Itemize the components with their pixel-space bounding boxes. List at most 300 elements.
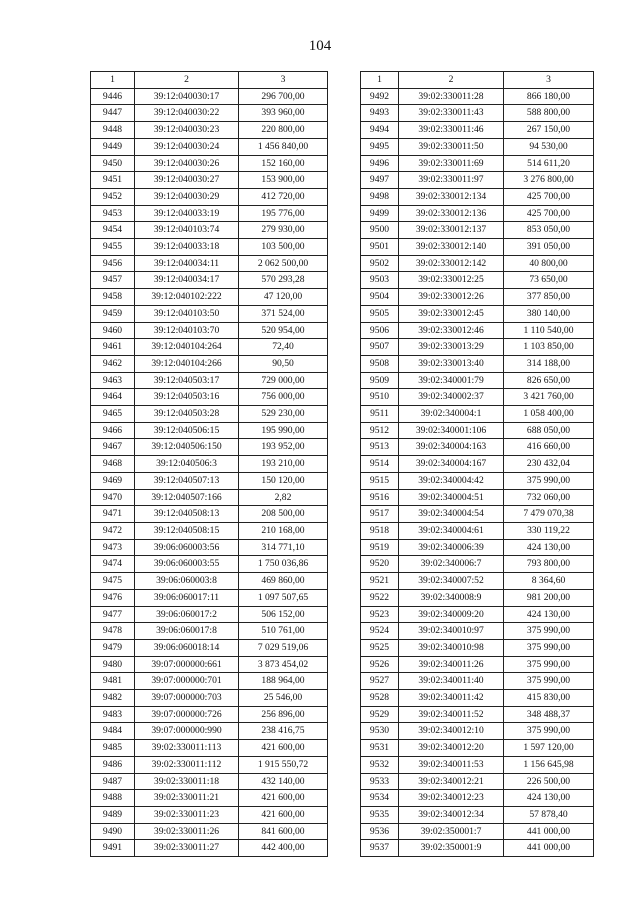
cadastral-number-cell: 39:02:340011:42	[399, 690, 504, 707]
table-row	[91, 339, 328, 356]
value-cell: 195 990,00	[239, 422, 328, 439]
cadastral-number-cell: 39:12:040030:26	[135, 155, 239, 172]
value-cell: 375 990,00	[504, 639, 594, 656]
value-cell: 416 660,00	[504, 439, 594, 456]
table-row	[91, 138, 328, 155]
cadastral-number-cell: 39:12:040507:166	[135, 489, 239, 506]
row-number-cell: 9518	[361, 522, 399, 539]
cadastral-number-cell: 39:02:340006:39	[399, 539, 504, 556]
row-number-cell: 9473	[91, 539, 135, 556]
table-row	[91, 272, 328, 289]
cadastral-number-cell: 39:02:340002:37	[399, 389, 504, 406]
value-cell: 421 600,00	[239, 740, 328, 757]
table-row	[361, 456, 594, 473]
cadastral-number-cell: 39:12:040104:266	[135, 355, 239, 372]
row-number-cell: 9532	[361, 756, 399, 773]
table-row	[361, 205, 594, 222]
row-number-cell: 9461	[91, 339, 135, 356]
table-row	[361, 606, 594, 623]
value-cell: 3 276 800,00	[504, 172, 594, 189]
row-number-cell: 9511	[361, 406, 399, 423]
value-cell: 348 488,37	[504, 706, 594, 723]
row-number-cell: 9482	[91, 690, 135, 707]
value-cell: 1 597 120,00	[504, 740, 594, 757]
cadastral-number-cell: 39:12:040503:16	[135, 389, 239, 406]
table-row	[91, 690, 328, 707]
table-row	[361, 840, 594, 857]
cadastral-number-cell: 39:02:330011:26	[135, 823, 239, 840]
cadastral-number-cell: 39:02:330011:69	[399, 155, 504, 172]
value-cell: 371 524,00	[239, 305, 328, 322]
table-row	[91, 289, 328, 306]
cadastral-number-cell: 39:12:040104:264	[135, 339, 239, 356]
table-row	[361, 589, 594, 606]
cadastral-number-cell: 39:02:340011:53	[399, 756, 504, 773]
value-cell: 238 416,75	[239, 723, 328, 740]
table-row	[361, 639, 594, 656]
row-number-cell: 9452	[91, 188, 135, 205]
cadastral-number-cell: 39:02:340009:20	[399, 606, 504, 623]
value-cell: 424 130,00	[504, 539, 594, 556]
cadastral-number-cell: 39:02:350001:7	[399, 823, 504, 840]
value-cell: 375 990,00	[504, 673, 594, 690]
cadastral-number-cell: 39:02:330011:50	[399, 138, 504, 155]
row-number-cell: 9451	[91, 172, 135, 189]
row-number-cell: 9475	[91, 573, 135, 590]
value-cell: 415 830,00	[504, 690, 594, 707]
row-number-cell: 9525	[361, 639, 399, 656]
cadastral-number-cell: 39:02:330012:46	[399, 322, 504, 339]
table-row	[361, 706, 594, 723]
cadastral-number-cell: 39:07:000000:726	[135, 706, 239, 723]
table-row	[361, 155, 594, 172]
table-row	[361, 522, 594, 539]
table-row	[361, 472, 594, 489]
cadastral-number-cell: 39:02:340004:42	[399, 472, 504, 489]
value-cell: 72,40	[239, 339, 328, 356]
cadastral-number-cell: 39:02:340008:9	[399, 589, 504, 606]
cadastral-number-cell: 39:02:330013:40	[399, 355, 504, 372]
row-number-cell: 9479	[91, 639, 135, 656]
table-row	[91, 506, 328, 523]
value-cell: 688 050,00	[504, 422, 594, 439]
table-row	[91, 122, 328, 139]
value-cell: 841 600,00	[239, 823, 328, 840]
row-number-cell: 9498	[361, 188, 399, 205]
value-cell: 375 990,00	[504, 472, 594, 489]
cadastral-number-cell: 39:06:060018:14	[135, 639, 239, 656]
row-number-cell: 9513	[361, 439, 399, 456]
cadastral-number-cell: 39:12:040033:19	[135, 205, 239, 222]
table-row	[91, 172, 328, 189]
table-header-row	[91, 72, 328, 89]
table-row	[361, 506, 594, 523]
table-row	[91, 740, 328, 757]
value-cell: 588 800,00	[504, 105, 594, 122]
row-number-cell: 9520	[361, 556, 399, 573]
row-number-cell: 9531	[361, 740, 399, 757]
row-number-cell: 9510	[361, 389, 399, 406]
row-number-cell: 9523	[361, 606, 399, 623]
row-number-cell: 9488	[91, 790, 135, 807]
row-number-cell: 9514	[361, 456, 399, 473]
table-row	[91, 155, 328, 172]
table-row	[361, 88, 594, 105]
row-number-cell: 9505	[361, 305, 399, 322]
value-cell: 421 600,00	[239, 806, 328, 823]
cadastral-number-cell: 39:12:040506:3	[135, 456, 239, 473]
row-number-cell: 9453	[91, 205, 135, 222]
table-row	[91, 188, 328, 205]
cadastral-number-cell: 39:12:040034:17	[135, 272, 239, 289]
row-number-cell: 9530	[361, 723, 399, 740]
row-number-cell: 9469	[91, 472, 135, 489]
cadastral-number-cell: 39:07:000000:661	[135, 656, 239, 673]
row-number-cell: 9454	[91, 222, 135, 239]
table-row	[361, 790, 594, 807]
value-cell: 7 029 519,06	[239, 639, 328, 656]
row-number-cell: 9485	[91, 740, 135, 757]
cadastral-number-cell: 39:12:040508:13	[135, 506, 239, 523]
value-cell: 1 456 840,00	[239, 138, 328, 155]
table-row	[91, 205, 328, 222]
cadastral-number-cell: 39:02:330011:23	[135, 806, 239, 823]
cadastral-number-cell: 39:12:040033:18	[135, 239, 239, 256]
table-row	[361, 389, 594, 406]
column-header: 2	[135, 72, 239, 89]
row-number-cell: 9528	[361, 690, 399, 707]
value-cell: 529 230,00	[239, 406, 328, 423]
row-number-cell: 9536	[361, 823, 399, 840]
table-row	[91, 623, 328, 640]
row-number-cell: 9449	[91, 138, 135, 155]
row-number-cell: 9527	[361, 673, 399, 690]
cadastral-number-cell: 39:02:340012:20	[399, 740, 504, 757]
value-cell: 73 650,00	[504, 272, 594, 289]
table-row	[91, 673, 328, 690]
cadastral-number-cell: 39:02:340004:1	[399, 406, 504, 423]
value-cell: 188 964,00	[239, 673, 328, 690]
table-row	[91, 773, 328, 790]
value-cell: 1 103 850,00	[504, 339, 594, 356]
row-number-cell: 9477	[91, 606, 135, 623]
table-row	[361, 573, 594, 590]
register-table-right	[360, 71, 594, 857]
row-number-cell: 9456	[91, 255, 135, 272]
cadastral-number-cell: 39:02:330012:137	[399, 222, 504, 239]
table-row	[91, 406, 328, 423]
table-header-row	[361, 72, 594, 89]
table-row	[361, 339, 594, 356]
cadastral-number-cell: 39:02:330012:26	[399, 289, 504, 306]
row-number-cell: 9492	[361, 88, 399, 105]
value-cell: 195 776,00	[239, 205, 328, 222]
row-number-cell: 9512	[361, 422, 399, 439]
row-number-cell: 9515	[361, 472, 399, 489]
cadastral-number-cell: 39:12:040030:17	[135, 88, 239, 105]
row-number-cell: 9504	[361, 289, 399, 306]
table-row	[91, 105, 328, 122]
row-number-cell: 9467	[91, 439, 135, 456]
row-number-cell: 9478	[91, 623, 135, 640]
row-number-cell: 9507	[361, 339, 399, 356]
table-row	[91, 355, 328, 372]
cadastral-number-cell: 39:02:340011:26	[399, 656, 504, 673]
value-cell: 314 771,10	[239, 539, 328, 556]
value-cell: 853 050,00	[504, 222, 594, 239]
cadastral-number-cell: 39:12:040030:27	[135, 172, 239, 189]
value-cell: 432 140,00	[239, 773, 328, 790]
cadastral-number-cell: 39:12:040030:29	[135, 188, 239, 205]
row-number-cell: 9460	[91, 322, 135, 339]
register-table-left	[90, 71, 328, 857]
column-header: 2	[399, 72, 504, 89]
cadastral-number-cell: 39:02:330011:46	[399, 122, 504, 139]
row-number-cell: 9503	[361, 272, 399, 289]
value-cell: 1 058 400,00	[504, 406, 594, 423]
cadastral-number-cell: 39:02:330012:136	[399, 205, 504, 222]
value-cell: 193 952,00	[239, 439, 328, 456]
row-number-cell: 9447	[91, 105, 135, 122]
value-cell: 793 800,00	[504, 556, 594, 573]
value-cell: 506 152,00	[239, 606, 328, 623]
cadastral-number-cell: 39:12:040507:13	[135, 472, 239, 489]
row-number-cell: 9524	[361, 623, 399, 640]
cadastral-number-cell: 39:06:060003:55	[135, 556, 239, 573]
cadastral-number-cell: 39:07:000000:701	[135, 673, 239, 690]
value-cell: 153 900,00	[239, 172, 328, 189]
row-number-cell: 9465	[91, 406, 135, 423]
value-cell: 94 530,00	[504, 138, 594, 155]
value-cell: 380 140,00	[504, 305, 594, 322]
row-number-cell: 9522	[361, 589, 399, 606]
table-row	[91, 439, 328, 456]
row-number-cell: 9529	[361, 706, 399, 723]
row-number-cell: 9517	[361, 506, 399, 523]
value-cell: 267 150,00	[504, 122, 594, 139]
value-cell: 441 000,00	[504, 823, 594, 840]
value-cell: 981 200,00	[504, 589, 594, 606]
value-cell: 412 720,00	[239, 188, 328, 205]
value-cell: 756 000,00	[239, 389, 328, 406]
row-number-cell: 9472	[91, 522, 135, 539]
cadastral-number-cell: 39:12:040034:11	[135, 255, 239, 272]
cadastral-number-cell: 39:02:330011:43	[399, 105, 504, 122]
cadastral-number-cell: 39:02:330011:21	[135, 790, 239, 807]
table-row	[361, 289, 594, 306]
cadastral-number-cell: 39:02:330011:18	[135, 773, 239, 790]
value-cell: 296 700,00	[239, 88, 328, 105]
table-row	[91, 255, 328, 272]
row-number-cell: 9519	[361, 539, 399, 556]
cadastral-number-cell: 39:07:000000:703	[135, 690, 239, 707]
cadastral-number-cell: 39:02:340004:51	[399, 489, 504, 506]
table-row	[91, 756, 328, 773]
cadastral-number-cell: 39:02:340012:10	[399, 723, 504, 740]
table-row	[91, 639, 328, 656]
table-row	[361, 239, 594, 256]
column-header: 3	[239, 72, 328, 89]
value-cell: 226 500,00	[504, 773, 594, 790]
cadastral-number-cell: 39:06:060017:8	[135, 623, 239, 640]
table-row	[91, 573, 328, 590]
row-number-cell: 9502	[361, 255, 399, 272]
cadastral-number-cell: 39:02:330013:29	[399, 339, 504, 356]
row-number-cell: 9466	[91, 422, 135, 439]
value-cell: 40 800,00	[504, 255, 594, 272]
cadastral-number-cell: 39:06:060003:8	[135, 573, 239, 590]
cadastral-number-cell: 39:02:340006:7	[399, 556, 504, 573]
row-number-cell: 9493	[361, 105, 399, 122]
value-cell: 152 160,00	[239, 155, 328, 172]
row-number-cell: 9495	[361, 138, 399, 155]
value-cell: 393 960,00	[239, 105, 328, 122]
row-number-cell: 9448	[91, 122, 135, 139]
row-number-cell: 9446	[91, 88, 135, 105]
row-number-cell: 9457	[91, 272, 135, 289]
table-row	[91, 656, 328, 673]
row-number-cell: 9463	[91, 372, 135, 389]
value-cell: 330 119,22	[504, 522, 594, 539]
cadastral-number-cell: 39:02:330012:142	[399, 255, 504, 272]
cadastral-number-cell: 39:12:040503:17	[135, 372, 239, 389]
table-row	[361, 623, 594, 640]
table-row	[91, 322, 328, 339]
value-cell: 729 000,00	[239, 372, 328, 389]
table-row	[91, 239, 328, 256]
table-row	[361, 305, 594, 322]
table-row	[361, 806, 594, 823]
cadastral-number-cell: 39:02:330011:27	[135, 840, 239, 857]
row-number-cell: 9521	[361, 573, 399, 590]
table-row	[361, 222, 594, 239]
table-row	[361, 172, 594, 189]
cadastral-number-cell: 39:02:330011:112	[135, 756, 239, 773]
row-number-cell: 9489	[91, 806, 135, 823]
row-number-cell: 9450	[91, 155, 135, 172]
row-number-cell: 9468	[91, 456, 135, 473]
cadastral-number-cell: 39:02:330011:113	[135, 740, 239, 757]
value-cell: 57 878,40	[504, 806, 594, 823]
cadastral-number-cell: 39:12:040030:22	[135, 105, 239, 122]
table-row	[361, 272, 594, 289]
cadastral-number-cell: 39:06:060003:56	[135, 539, 239, 556]
cadastral-number-cell: 39:02:340004:163	[399, 439, 504, 456]
row-number-cell: 9535	[361, 806, 399, 823]
cadastral-number-cell: 39:12:040506:150	[135, 439, 239, 456]
table-row	[91, 556, 328, 573]
table-row	[361, 322, 594, 339]
value-cell: 375 990,00	[504, 723, 594, 740]
table-row	[361, 773, 594, 790]
value-cell: 103 500,00	[239, 239, 328, 256]
value-cell: 510 761,00	[239, 623, 328, 640]
row-number-cell: 9462	[91, 355, 135, 372]
value-cell: 47 120,00	[239, 289, 328, 306]
table-row	[361, 723, 594, 740]
table-row	[91, 606, 328, 623]
value-cell: 1 110 540,00	[504, 322, 594, 339]
row-number-cell: 9480	[91, 656, 135, 673]
cadastral-number-cell: 39:06:060017:11	[135, 589, 239, 606]
table-row	[91, 305, 328, 322]
cadastral-number-cell: 39:12:040103:74	[135, 222, 239, 239]
value-cell: 424 130,00	[504, 606, 594, 623]
table-row	[91, 88, 328, 105]
value-cell: 314 188,00	[504, 355, 594, 372]
cadastral-number-cell: 39:02:340010:97	[399, 623, 504, 640]
value-cell: 1 097 507,65	[239, 589, 328, 606]
cadastral-number-cell: 39:02:330012:140	[399, 239, 504, 256]
value-cell: 866 180,00	[504, 88, 594, 105]
value-cell: 425 700,00	[504, 188, 594, 205]
cadastral-number-cell: 39:02:340011:52	[399, 706, 504, 723]
row-number-cell: 9516	[361, 489, 399, 506]
cadastral-number-cell: 39:12:040103:50	[135, 305, 239, 322]
table-row	[361, 823, 594, 840]
table-row	[91, 456, 328, 473]
page-number: 104	[308, 38, 332, 54]
table-row	[91, 723, 328, 740]
row-number-cell: 9455	[91, 239, 135, 256]
value-cell: 469 860,00	[239, 573, 328, 590]
value-cell: 514 611,20	[504, 155, 594, 172]
value-cell: 375 990,00	[504, 656, 594, 673]
table-row	[361, 690, 594, 707]
table-row	[91, 372, 328, 389]
cadastral-number-cell: 39:02:340007:52	[399, 573, 504, 590]
cadastral-number-cell: 39:12:040506:15	[135, 422, 239, 439]
table-row	[361, 406, 594, 423]
value-cell: 732 060,00	[504, 489, 594, 506]
table-row	[91, 706, 328, 723]
table-row	[361, 556, 594, 573]
row-number-cell: 9490	[91, 823, 135, 840]
cadastral-number-cell: 39:02:340004:54	[399, 506, 504, 523]
value-cell: 25 546,00	[239, 690, 328, 707]
cadastral-number-cell: 39:12:040103:70	[135, 322, 239, 339]
value-cell: 425 700,00	[504, 205, 594, 222]
table-row	[361, 138, 594, 155]
table-row	[91, 806, 328, 823]
table-row	[361, 740, 594, 757]
table-row	[361, 422, 594, 439]
value-cell: 2 062 500,00	[239, 255, 328, 272]
value-cell: 150 120,00	[239, 472, 328, 489]
row-number-cell: 9501	[361, 239, 399, 256]
cadastral-number-cell: 39:02:340010:98	[399, 639, 504, 656]
cadastral-number-cell: 39:02:340004:167	[399, 456, 504, 473]
cadastral-number-cell: 39:02:340012:34	[399, 806, 504, 823]
value-cell: 193 210,00	[239, 456, 328, 473]
table-row	[361, 355, 594, 372]
row-number-cell: 9471	[91, 506, 135, 523]
table-row	[91, 589, 328, 606]
row-number-cell: 9508	[361, 355, 399, 372]
value-cell: 1 750 036,86	[239, 556, 328, 573]
cadastral-number-cell: 39:12:040102:222	[135, 289, 239, 306]
table-row	[91, 539, 328, 556]
cadastral-number-cell: 39:06:060017:2	[135, 606, 239, 623]
table-row	[91, 222, 328, 239]
value-cell: 520 954,00	[239, 322, 328, 339]
row-number-cell: 9474	[91, 556, 135, 573]
table-row	[91, 790, 328, 807]
table-row	[361, 489, 594, 506]
table-row	[361, 656, 594, 673]
row-number-cell: 9537	[361, 840, 399, 857]
row-number-cell: 9481	[91, 673, 135, 690]
